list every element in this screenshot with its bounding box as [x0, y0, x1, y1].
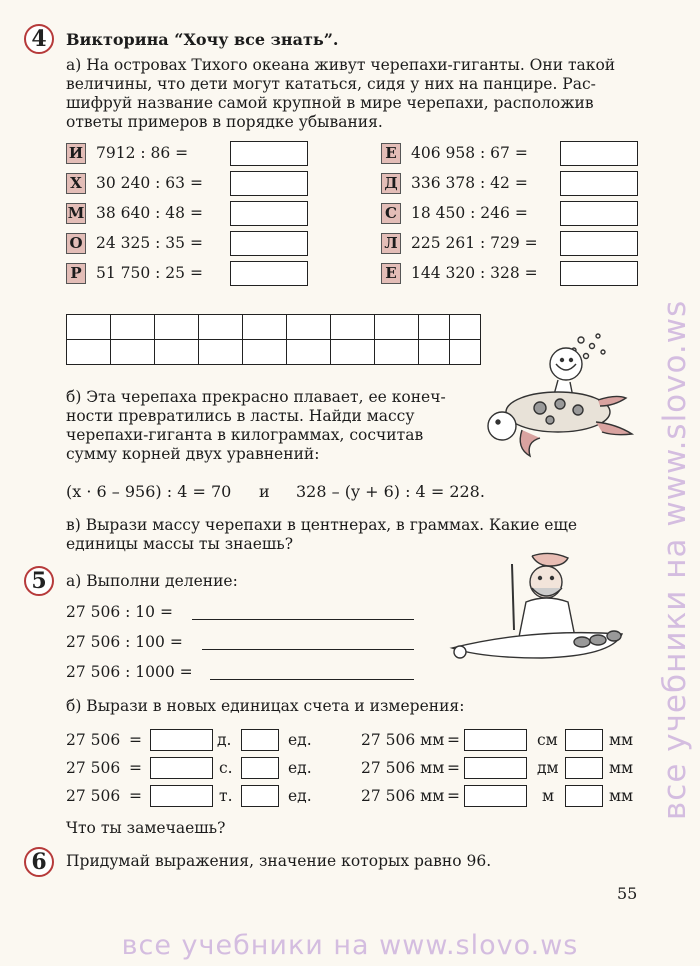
unit-label: д. [217, 731, 232, 749]
grid-cell[interactable] [67, 315, 111, 340]
text-line: ответы примеров в порядке убывания. [66, 113, 383, 131]
cipher-letter: Л [381, 233, 401, 254]
grid-cell[interactable] [243, 340, 287, 365]
cipher-letter: И [66, 143, 86, 164]
grid-cell[interactable] [67, 340, 111, 365]
exercise-5-number: 5 [24, 566, 54, 596]
grid-cell[interactable] [111, 315, 155, 340]
division-expression: 38 640 : 48 = [96, 204, 203, 222]
cipher-letter: Е [381, 143, 401, 164]
page-number: 55 [617, 884, 638, 903]
answer-box[interactable] [241, 729, 279, 751]
unit-label: мм [609, 759, 634, 777]
answer-box[interactable] [565, 757, 603, 779]
equals-sign: = [129, 731, 142, 749]
answer-box[interactable] [560, 201, 638, 226]
equals-sign: = [447, 787, 460, 805]
grid-cell[interactable] [450, 315, 481, 340]
grid-cell[interactable] [199, 340, 243, 365]
exercise-5b-label: б) Вырази в новых единицах счета и измерения: [66, 697, 465, 715]
answer-box[interactable] [560, 171, 638, 196]
cipher-letter: С [381, 203, 401, 224]
equals-sign: = [129, 759, 142, 777]
division-expression: 336 378 : 42 = [411, 174, 528, 192]
answer-grid [66, 314, 481, 365]
answer-box[interactable] [560, 141, 638, 166]
conversion-number: 27 506 [66, 759, 121, 777]
exercise-4a-text [66, 56, 615, 132]
grid-cell[interactable] [419, 315, 450, 340]
text-line: единицы массы ты знаешь? [66, 535, 294, 553]
division-expression: 30 240 : 63 = [96, 174, 203, 192]
grid-cell[interactable] [287, 340, 331, 365]
answer-box[interactable] [150, 729, 213, 751]
answer-box[interactable] [230, 201, 308, 226]
unit-label: т. [219, 787, 233, 805]
answer-box[interactable] [464, 757, 527, 779]
answer-box[interactable] [230, 231, 308, 256]
equation-1: (x · 6 – 956) : 4 = 70 [66, 482, 232, 501]
exercise-4-title: Викторина “Хочу все знать”. [66, 30, 339, 49]
answer-box[interactable] [150, 757, 213, 779]
answer-box[interactable] [464, 785, 527, 807]
division-expression: 406 958 : 67 = [411, 144, 528, 162]
turtle-illustration [478, 330, 643, 470]
cook-illustration [432, 552, 638, 674]
text-line: величины, что дети могут кататься, сидя у них на панцире. Рас- [66, 75, 596, 93]
unit-label: ед. [288, 787, 312, 805]
answer-box[interactable] [230, 261, 308, 286]
unit-label: мм [609, 731, 634, 749]
answer-box[interactable] [464, 729, 527, 751]
answer-box[interactable] [241, 785, 279, 807]
equation-conjunction: и [259, 482, 270, 501]
answer-line[interactable] [192, 619, 414, 620]
text-line: шифруй название самой крупной в мире черепахи, расположив [66, 94, 594, 112]
bottom-watermark: все учебники на www.slovo.ws [121, 930, 579, 961]
text-line: а) На островах Тихого океана живут черепахи-гиганты. Они такой [66, 56, 616, 74]
equals-sign: = [447, 731, 460, 749]
conversion-number: 27 506 мм [361, 759, 445, 777]
unit-label: дм [537, 759, 559, 777]
exercise-4-number: 4 [24, 24, 54, 54]
grid-cell[interactable] [287, 315, 331, 340]
cipher-letter: Р [66, 263, 86, 284]
text-line: сумму корней двух уравнений: [66, 445, 320, 463]
exercise-6-number: 6 [24, 847, 54, 877]
cipher-letter: Е [381, 263, 401, 284]
grid-cell[interactable] [243, 315, 287, 340]
text-line: черепахи-гиганта в килограммах, сосчитав [66, 426, 424, 444]
conversion-number: 27 506 [66, 731, 121, 749]
cipher-letter: О [66, 233, 86, 254]
text-line: в) Вырази массу черепахи в центнерах, в граммах. Какие еще [66, 516, 578, 534]
answer-line[interactable] [202, 649, 414, 650]
text-line: б) Эта черепаха прекрасно плавает, ее конеч- [66, 388, 446, 406]
division-expression: 18 450 : 246 = [411, 204, 528, 222]
exercise-4b-text [66, 388, 446, 464]
cipher-letter: Х [66, 173, 86, 194]
grid-cell[interactable] [155, 340, 199, 365]
division-expression: 24 325 : 35 = [96, 234, 203, 252]
answer-line[interactable] [210, 679, 414, 680]
equation-2: 328 – (y + 6) : 4 = 228. [296, 482, 485, 501]
division-expression: 225 261 : 729 = [411, 234, 538, 252]
cipher-letter: Д [381, 173, 401, 194]
unit-label: см [537, 731, 558, 749]
exercise-5a-label: а) Выполни деление: [66, 572, 238, 590]
grid-cell[interactable] [331, 315, 375, 340]
answer-box[interactable] [560, 231, 638, 256]
unit-label: ед. [288, 731, 312, 749]
grid-cell[interactable] [419, 340, 450, 365]
answer-box[interactable] [565, 729, 603, 751]
grid-cell[interactable] [111, 340, 155, 365]
exercise-4v-text [66, 516, 577, 554]
grid-cell[interactable] [450, 340, 481, 365]
exercise-5-question: Что ты замечаешь? [66, 819, 226, 837]
unit-label: м [542, 787, 555, 805]
conversion-number: 27 506 мм [361, 731, 445, 749]
equals-sign: = [129, 787, 142, 805]
answer-box[interactable] [230, 171, 308, 196]
division-expression: 7912 : 86 = [96, 144, 189, 162]
unit-label: мм [609, 787, 634, 805]
grid-cell[interactable] [331, 340, 375, 365]
grid-cell[interactable] [199, 315, 243, 340]
division-expression: 51 750 : 25 = [96, 264, 203, 282]
equals-sign: = [447, 759, 460, 777]
text-line: ности превратились в ласты. Найди массу [66, 407, 415, 425]
grid-cell[interactable] [375, 340, 419, 365]
answer-box[interactable] [241, 757, 279, 779]
unit-label: ед. [288, 759, 312, 777]
division-expression: 27 506 : 100 = [66, 633, 183, 651]
division-expression: 27 506 : 10 = [66, 603, 173, 621]
conversion-number: 27 506 мм [361, 787, 445, 805]
answer-box[interactable] [230, 141, 308, 166]
exercise-6-text: Придумай выражения, значение которых равно 96. [66, 852, 492, 870]
grid-cell[interactable] [155, 315, 199, 340]
cipher-letter: М [67, 204, 85, 222]
division-expression: 27 506 : 1000 = [66, 663, 193, 681]
answer-box[interactable] [560, 261, 638, 286]
conversion-number: 27 506 [66, 787, 121, 805]
answer-box[interactable] [150, 785, 213, 807]
answer-box[interactable] [565, 785, 603, 807]
side-watermark: все учебники на www.slovo.ws [657, 299, 693, 820]
division-expression: 144 320 : 328 = [411, 264, 538, 282]
grid-cell[interactable] [375, 315, 419, 340]
unit-label: с. [219, 759, 233, 777]
